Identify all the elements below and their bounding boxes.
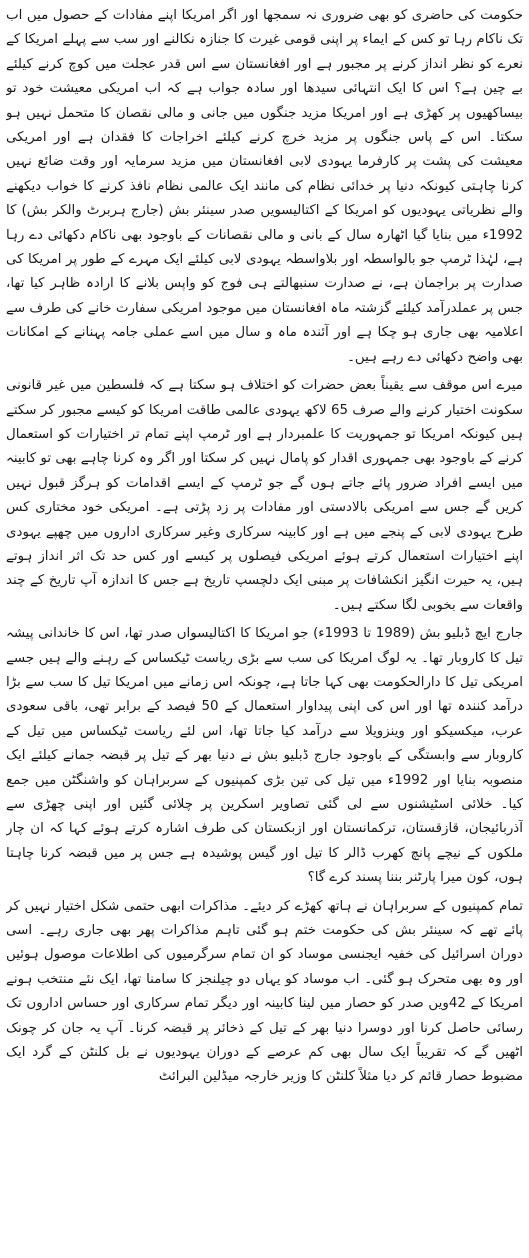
article-body [6, 4, 523, 1254]
article-paragraph-4: تمام کمپنیوں کے سربراہان نے ہاتھ کھڑے کر دیئے۔ مذاکرات ابھی حتمی شکل اختیار نہیں کر پائے تھے کہ سینئر بش کی حکومت ختم ہو گئی تاہم مذاکرات پھر بھی جاری رہے۔ اسی دوران اسرائیل کی خفیہ ایجنسی موساد کو ان تمام سرگرمیوں کی اطلاعات موصول ہوئیں اور وہ بھی متحرک ہو گئی۔ اب موساد کو یہاں دو چیلنجز کا سامنا تھا، ایک نئے منتخب ہونے امریکا کے 42ویں صدر کو حصار میں لینا کابینہ اور دیگر تمام سرکاری اور حساس اداروں تک رسائی حاصل کرنا اور دوسرا دنیا بھر کے تیل کے ذخائر پر قبضہ کرنا۔ آپ یہ جان کر چونک اٹھیں گے کہ تقریباً ایک سال بھی کم عرصے کے دوران یہودیوں نے بل کلنٹن کے گرد ایک مضبوط حصار قائم کر دیا مثلاً کلنٹن کا وزیر خارجہ میڈلین البرائٹ [6, 898, 523, 1085]
article-paragraph-3: جارج ایچ ڈبلیو بش (1989 تا 1993ء) جو امریکا کا اکتالیسواں صدر تھا، اس کا خاندانی پیشہ تیل کا کاروبار تھا۔ یہ لوگ امریکا کی سب سے بڑی ریاست ٹیکساس کے رہنے والے ہیں جسے امریکی تیل کا دارالحکومت بھی کہا جاتا ہے، چونکہ اس زمانے میں امریکا تیل کا سب سے بڑا درآمد کنندہ تھا اور اس کی اپنی پیداوار استعمال کے 50 فیصد کے برابر تھی، باقی سعودی عرب، میکسیکو اور وینزویلا سے درآمد کیا جاتا تھا، اس لئے ریاست ٹیکساس میں تیل کے کاروبار سے وابستگی کے باوجود جارج ڈبلیو بش نے دنیا بھر کے تیل پر قبضہ جمانے کیلئے ایک منصوبہ بنایا اور 1992ء میں تیل کی تین بڑی کمپنیوں کے سربراہان کو واشنگٹن میں جمع کیا۔ خلائی اسٹیشنوں سے لی گئی تصاویر اسکرین پر چلائی گئیں اور اپنی چھڑی سے آذربائیجان، قازقستان، ترکمانستان اور ازبکستان کی طرف اشارہ کرتے ہوئے کہا کہ ان چار ملکوں کے نیچے پانچ کھرب ڈالر کا تیل اور گیس پوشیدہ ہے جس پر میں قبضہ کرنا چاہتا ہوں، کون میرا پارٹنر بننا پسند کرے گا؟ [6, 626, 523, 886]
article-paragraph-1: حکومت کی حاضری کو بھی ضروری نہ سمجھا اور اگر امریکا اپنے مفادات کے حصول میں اب تک ناکام رہا تو کس کے ایماء پر اپنی قومی غیرت کا جنازہ نکالنے اور سب سے پہلے امریکا کے نعرے کو نظر انداز کرنے پر مجبور ہے اور افغانستان سے اس قدر عجلت میں کوچ کرنے کیلئے بے چین ہے؟ اس کا ایک انتہائی سیدھا اور سادہ جواب ہے کہ اب امریکی معیشت خود تو بیساکھیوں پر کھڑی ہے اور امریکا مزید جنگوں میں جانی و مالی نقصان کا متحمل نہیں ہو سکتا۔ اس کے پاس جنگوں پر مزید خرچ کرنے کیلئے اخراجات کا فقدان ہے اور امریکی معیشت کی پشت پر کارفرما یہودی لابی افغانستان میں مزید سرمایہ اور وقت ضائع نہیں کرنا چاہتی کیونکہ دنیا پر خدائی نظام کی مانند ایک عالمی نظام نافذ کرنے کا خواب دیکھنے والے نظریاتی یہودیوں کو امریکا کے اکتالیسویں صدر سینئر بش (جارج ہربرٹ والکر بش) کا 1992ء میں بنایا گیا اٹھارہ سال کے بانی و مالی نقصانات کے باوجود بھی ناکام دکھائی دے رہا ہے، لہٰذا ٹرمپ جو بالواسطہ اور بلاواسطہ یہودی لابی کیلئے ایک مہرے کے طور پر امریکا کی صدارت پر براجمان ہے، نے صدارت سنبھالتے ہی فوج کو واپس بلانے کا ارادہ ظاہر کیا تھا، جس پر عملدرآمد کیلئے گزشتہ ماہ افغانستان میں موجود امریکی سفارت خانے کی طرف سے اعلامیہ بھی جاری ہو چکا ہے اور آئندہ ماہ و سال میں اسے عملی جامہ پہنانے کے امکانات بھی واضح دکھائی دے رہے ہیں۔ [6, 8, 523, 365]
article-paragraph-2: میرے اس موقف سے یقیناً بعض حضرات کو اختلاف ہو سکتا ہے کہ فلسطین میں غیر قانونی سکونت اختیار کرنے والے صرف 65 لاکھ یہودی عالمی طاقت امریکا کو کیسے مجبور کر سکتے ہیں کیونکہ امریکا تو جمہوریت کا علمبردار ہے اور ٹرمپ اپنے تمام تر اختیارات کو استعمال کرنے کے باوجود بھی جمہوری اقدار کو پامال نہیں کر سکتا اور اگر وہ کرنا چاہے بھی تو کابینہ میں ایسے افراد ضرور پائے جاتے ہوں گے جو ٹرمپ کے ایسے اقدامات کو ہرگز قبول نہیں کریں گے جس سے امریکی بالادستی اور مفادات پر زد پڑتی ہے۔ امریکی خود مختاری کس طرح یہودی لابی کے پنجے میں ہے اور کابینہ سرکاری وغیر سرکاری اداروں میں چھپے یہودی اپنے اختیارات استعمال کرتے ہوئے امریکی فیصلوں پر کیسے اور کس حد تک اثر انداز ہوتے ہیں، یہ حیرت انگیز انکشافات پر مبنی ایک دلچسپ تاریخ ہے جس کا اندازہ آپ تاریخ کے چند واقعات سے بخوبی لگا سکتے ہیں۔ [6, 378, 523, 613]
